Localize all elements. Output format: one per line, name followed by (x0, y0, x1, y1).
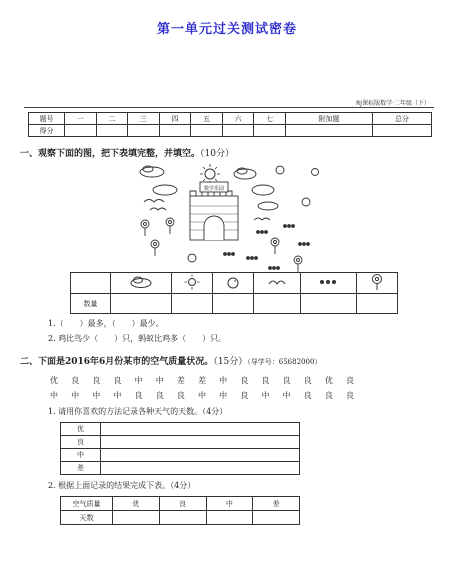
cloud-icon (129, 275, 153, 289)
tally-label: 差 (61, 462, 101, 475)
blank-header-cell (71, 273, 111, 294)
sun-header-cell (171, 273, 212, 294)
score-header-cell: 五 (191, 113, 223, 125)
section2-heading-text: 二、下面是2016年6月份某市的空气质量状况。 (20, 357, 214, 367)
chick-icon (225, 274, 241, 290)
score-cell[interactable] (222, 125, 254, 137)
score-table (28, 112, 432, 137)
tally-cell[interactable] (101, 462, 300, 475)
tally-row (61, 449, 300, 462)
count-cell[interactable] (300, 294, 356, 314)
count-cell[interactable] (171, 294, 212, 314)
tally-label: 优 (61, 423, 101, 436)
section2-code: （导学号：65682000） (247, 358, 322, 366)
sun-icon (200, 164, 220, 184)
question-1-1: 1.（ ）最多，（ ）最少。 (48, 319, 164, 328)
result-row (61, 511, 300, 525)
result-header-row (61, 497, 300, 511)
castle-illustration (130, 162, 320, 277)
score-row (29, 125, 432, 137)
castle-sign-text: 数学乐园 (203, 186, 225, 192)
tally-row (61, 436, 300, 449)
sun-icon (184, 274, 200, 290)
chick-header-cell (213, 273, 254, 294)
score-header-cell: 四 (159, 113, 191, 125)
tally-label: 良 (61, 436, 101, 449)
flower-icon (369, 273, 385, 291)
header-divider (24, 107, 434, 108)
count-cell[interactable] (254, 294, 300, 314)
score-cell[interactable] (96, 125, 128, 137)
result-header-cell: 差 (253, 497, 300, 511)
air-quality-row-2: 中 中 中 中 良 良 良 中 中 良 中 中 良 良 良 (50, 391, 360, 400)
result-header-cell: 优 (113, 497, 160, 511)
question-2-2: 2. 根据上面记录的结果完成下表。（4分） (48, 481, 196, 490)
ant-icon (317, 277, 339, 287)
score-header-cell: 题号 (29, 113, 65, 125)
edition-label: RJ课标版数学·二年级（下） (356, 100, 430, 107)
score-cell[interactable] (65, 125, 97, 137)
question-2-1: 1. 请用你喜欢的方法记录各种天气的天数。（4分） (48, 407, 228, 416)
icon-row (71, 273, 398, 294)
section2-heading (20, 354, 321, 367)
result-cell[interactable] (113, 511, 160, 525)
ant-header-cell (300, 273, 356, 294)
result-cell[interactable] (159, 511, 206, 525)
score-row-label: 得分 (29, 125, 65, 137)
result-table (60, 496, 300, 525)
tally-cell[interactable] (101, 423, 300, 436)
score-header-cell: 附加题 (285, 113, 372, 125)
section1-heading-text: 一、观察下面的图，把下表填完整，并填空。 (20, 149, 201, 159)
tally-cell[interactable] (101, 449, 300, 462)
section1-heading (20, 146, 234, 159)
bird-header-cell (254, 273, 300, 294)
picture-count-table (70, 272, 398, 314)
tally-cell[interactable] (101, 436, 300, 449)
result-header-cell: 中 (206, 497, 253, 511)
flower-header-cell (356, 273, 397, 294)
cloud-header-cell (111, 273, 172, 294)
score-cell[interactable] (285, 125, 372, 137)
score-cell[interactable] (191, 125, 223, 137)
result-cell[interactable] (206, 511, 253, 525)
tally-table (60, 422, 300, 475)
section1-points: （10分） (200, 149, 234, 159)
result-header-cell: 良 (159, 497, 206, 511)
tally-label: 中 (61, 449, 101, 462)
score-cell[interactable] (128, 125, 160, 137)
count-cell[interactable] (356, 294, 397, 314)
result-header-cell: 空气质量 (61, 497, 113, 511)
tally-row (61, 423, 300, 436)
count-label: 数量 (71, 294, 111, 314)
result-cell[interactable] (253, 511, 300, 525)
score-header-row (29, 113, 432, 125)
count-row (71, 294, 398, 314)
section2-points: （15分） (213, 357, 248, 367)
result-row-label: 天数 (61, 511, 113, 525)
tally-row (61, 462, 300, 475)
score-header-cell: 总分 (372, 113, 431, 125)
score-cell[interactable] (254, 125, 286, 137)
air-quality-row-1: 优 良 良 良 中 中 差 差 中 良 良 良 良 优 良 (50, 376, 360, 385)
score-cell[interactable] (159, 125, 191, 137)
score-header-cell: 七 (254, 113, 286, 125)
bird-icon (268, 276, 286, 288)
count-cell[interactable] (111, 294, 172, 314)
count-cell[interactable] (213, 294, 254, 314)
score-header-cell: 二 (96, 113, 128, 125)
question-1-2: 2. 鸡比鸟少（ ）只，蚂蚁比鸡多（ ）只。 (48, 334, 227, 343)
score-header-cell: 一 (65, 113, 97, 125)
score-header-cell: 三 (128, 113, 160, 125)
score-cell[interactable] (372, 125, 431, 137)
page-title: 第一单元过关测试密卷 (156, 22, 297, 37)
score-header-cell: 六 (222, 113, 254, 125)
